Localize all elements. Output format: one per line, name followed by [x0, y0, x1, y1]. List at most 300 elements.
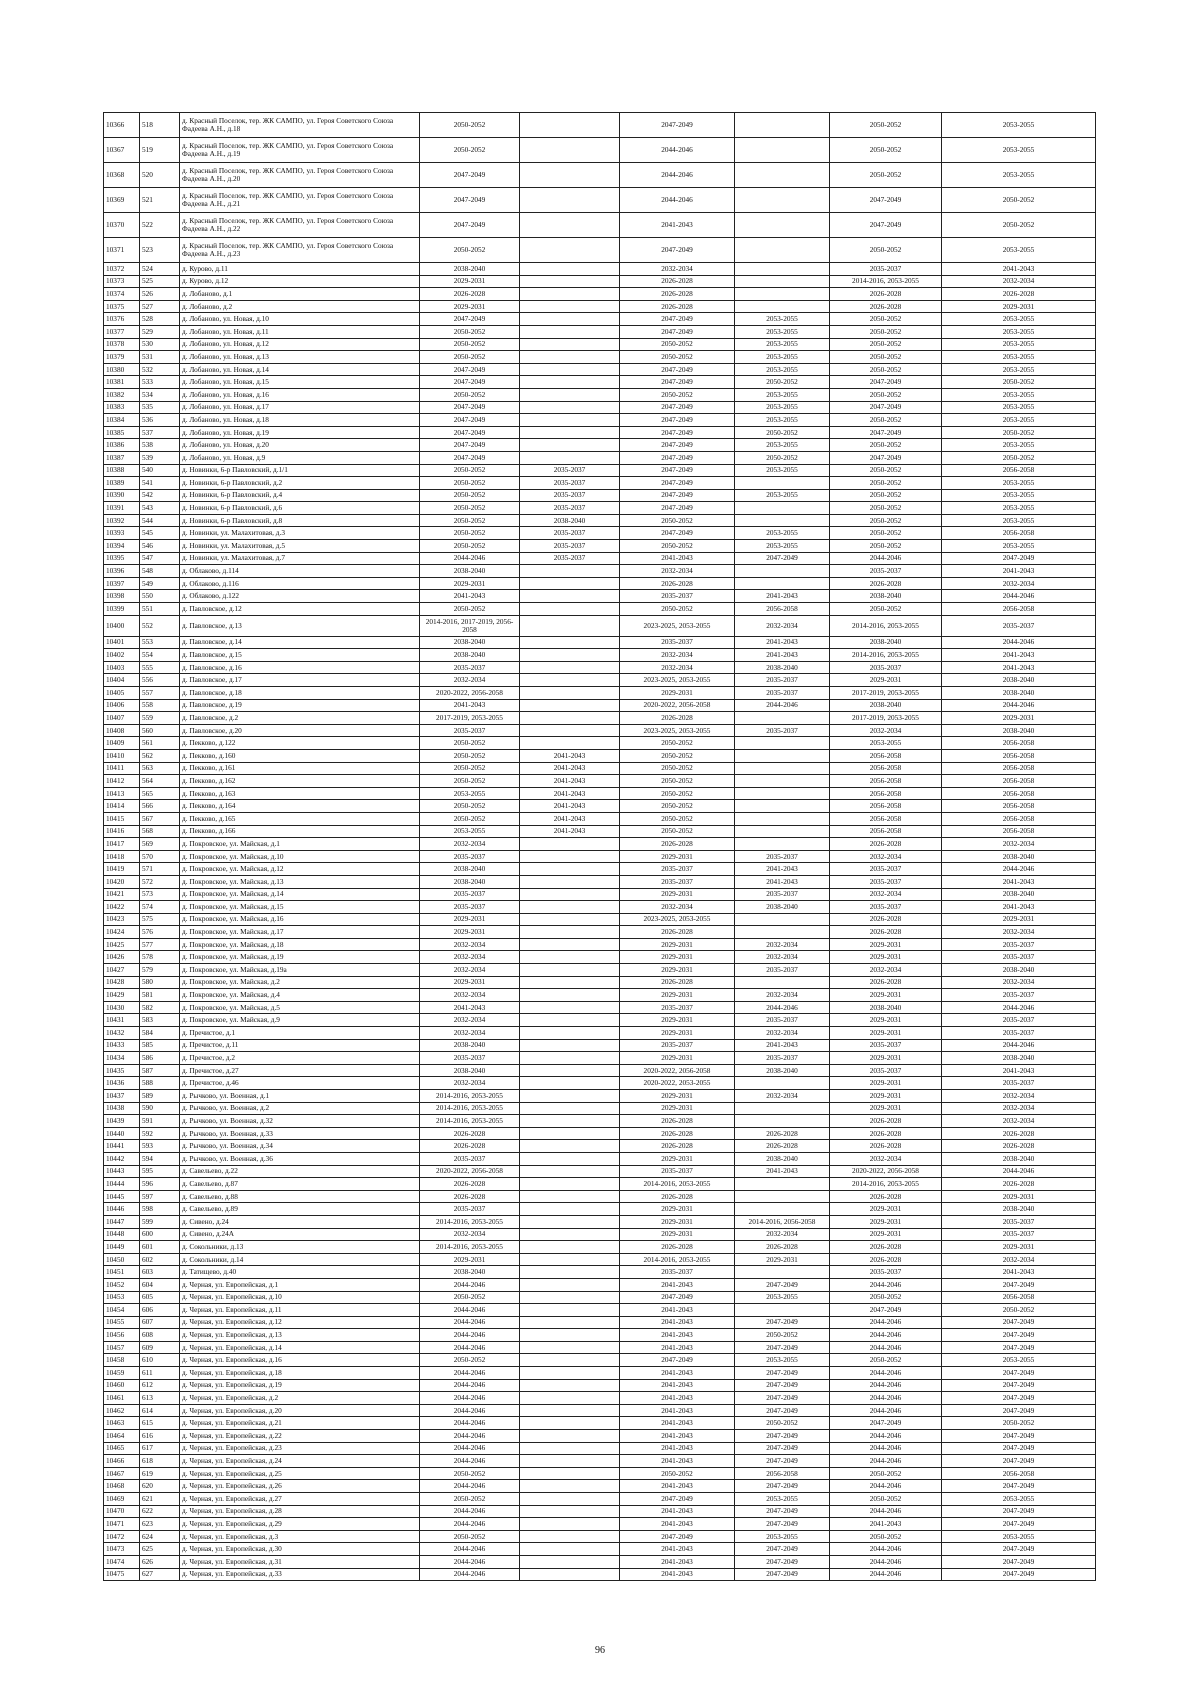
period-cell-1: 2044-2046 — [420, 1379, 520, 1392]
row-number: 10431 — [104, 1014, 140, 1027]
row-number: 10453 — [104, 1291, 140, 1304]
row-number: 10371 — [104, 238, 140, 263]
address-cell: д. Покровское, ул. Майская, д.9 — [180, 1014, 420, 1027]
period-cell-2 — [520, 426, 620, 439]
period-cell-2 — [520, 1404, 620, 1417]
period-cell-3: 2047-2049 — [620, 1291, 735, 1304]
row-number: 10421 — [104, 888, 140, 901]
period-cell-3: 2029-2031 — [620, 989, 735, 1002]
table-row — [104, 552, 1096, 565]
period-cell-5: 2044-2046 — [830, 1442, 942, 1455]
period-cell-2 — [520, 926, 620, 939]
item-number: 587 — [140, 1064, 180, 1077]
item-number: 562 — [140, 749, 180, 762]
table-row — [104, 636, 1096, 649]
address-cell: д. Покровское, ул. Майская, д.16 — [180, 913, 420, 926]
table-row — [104, 938, 1096, 951]
table-row — [104, 1530, 1096, 1543]
period-cell-6: 2050-2052 — [942, 1304, 1096, 1317]
period-cell-2 — [520, 363, 620, 376]
item-number: 620 — [140, 1480, 180, 1493]
row-number: 10366 — [104, 113, 140, 138]
period-cell-4: 2032-2034 — [735, 989, 830, 1002]
period-cell-2 — [520, 439, 620, 452]
period-cell-2 — [520, 1241, 620, 1254]
period-cell-1: 2032-2034 — [420, 838, 520, 851]
period-cell-4: 2035-2037 — [735, 850, 830, 863]
table-row — [104, 275, 1096, 288]
period-cell-2 — [520, 850, 620, 863]
period-cell-3: 2047-2049 — [620, 477, 735, 490]
period-cell-1: 2029-2031 — [420, 275, 520, 288]
table-row — [104, 527, 1096, 540]
address-cell: д. Покровское, ул. Майская, д.10 — [180, 850, 420, 863]
period-cell-2 — [520, 1077, 620, 1090]
period-cell-1: 2029-2031 — [420, 577, 520, 590]
period-cell-1: 2050-2052 — [420, 514, 520, 527]
period-cell-3: 2029-2031 — [620, 1203, 735, 1216]
period-cell-1: 2047-2049 — [420, 414, 520, 427]
table-row — [104, 1027, 1096, 1040]
period-cell-2 — [520, 838, 620, 851]
address-cell: д. Лобаново, ул. Новая, д.10 — [180, 313, 420, 326]
period-cell-5: 2050-2052 — [830, 1530, 942, 1543]
period-cell-4 — [735, 737, 830, 750]
period-cell-3: 2026-2028 — [620, 288, 735, 301]
period-cell-6: 2053-2055 — [942, 1493, 1096, 1506]
address-cell: д. Красный Поселок, тер. ЖК САМПО, ул. Героя Советского Союза Фадеева А.Н., д.23 — [180, 238, 420, 263]
period-cell-5: 2035-2037 — [830, 661, 942, 674]
item-number: 557 — [140, 687, 180, 700]
period-cell-4 — [735, 1077, 830, 1090]
period-cell-1: 2038-2040 — [420, 565, 520, 578]
address-cell: д. Черная, ул. Европейская, д.1 — [180, 1278, 420, 1291]
period-cell-4: 2047-2049 — [735, 1568, 830, 1581]
address-cell: д. Покровское, ул. Майская, д.13 — [180, 875, 420, 888]
row-number: 10392 — [104, 514, 140, 527]
period-cell-6: 2026-2028 — [942, 1178, 1096, 1191]
period-cell-2 — [520, 863, 620, 876]
period-cell-6: 2053-2055 — [942, 489, 1096, 502]
period-cell-1: 2047-2049 — [420, 213, 520, 238]
period-cell-5: 2050-2052 — [830, 489, 942, 502]
period-cell-1: 2050-2052 — [420, 477, 520, 490]
table-row — [104, 926, 1096, 939]
period-cell-6: 2047-2049 — [942, 1367, 1096, 1380]
table-row — [104, 775, 1096, 788]
row-number: 10381 — [104, 376, 140, 389]
period-cell-5: 2038-2040 — [830, 699, 942, 712]
period-cell-4: 2047-2049 — [735, 1341, 830, 1354]
period-cell-6: 2041-2043 — [942, 649, 1096, 662]
row-number: 10452 — [104, 1278, 140, 1291]
address-cell: д. Павловское, д.2 — [180, 712, 420, 725]
period-cell-5: 2029-2031 — [830, 951, 942, 964]
row-number: 10471 — [104, 1518, 140, 1531]
row-number: 10403 — [104, 661, 140, 674]
item-number: 567 — [140, 812, 180, 825]
period-cell-1: 2047-2049 — [420, 163, 520, 188]
address-cell: д. Покровское, ул. Майская, д.12 — [180, 863, 420, 876]
period-cell-3: 2026-2028 — [620, 1241, 735, 1254]
period-cell-4: 2047-2049 — [735, 1442, 830, 1455]
item-number: 605 — [140, 1291, 180, 1304]
period-cell-1: 2050-2052 — [420, 737, 520, 750]
period-cell-2 — [520, 1480, 620, 1493]
period-cell-5: 2047-2049 — [830, 188, 942, 213]
item-number: 519 — [140, 138, 180, 163]
row-number: 10384 — [104, 414, 140, 427]
period-cell-1: 2050-2052 — [420, 527, 520, 540]
table-row — [104, 1064, 1096, 1077]
address-cell: д. Покровское, ул. Майская, д.1 — [180, 838, 420, 851]
item-number: 555 — [140, 661, 180, 674]
row-number: 10415 — [104, 812, 140, 825]
schedule-table — [103, 112, 1096, 1581]
period-cell-2 — [520, 577, 620, 590]
row-number: 10444 — [104, 1178, 140, 1191]
period-cell-6: 2026-2028 — [942, 288, 1096, 301]
table-row — [104, 577, 1096, 590]
period-cell-5: 2050-2052 — [830, 1354, 942, 1367]
row-number: 10443 — [104, 1165, 140, 1178]
period-cell-6: 2053-2055 — [942, 113, 1096, 138]
period-cell-6: 2047-2049 — [942, 1404, 1096, 1417]
period-cell-1: 2032-2034 — [420, 1077, 520, 1090]
table-row — [104, 749, 1096, 762]
period-cell-4: 2041-2043 — [735, 590, 830, 603]
period-cell-3: 2035-2037 — [620, 590, 735, 603]
item-number: 559 — [140, 712, 180, 725]
period-cell-4 — [735, 477, 830, 490]
period-cell-2 — [520, 1165, 620, 1178]
period-cell-3: 2050-2052 — [620, 603, 735, 616]
period-cell-5: 2026-2028 — [830, 913, 942, 926]
table-row — [104, 1392, 1096, 1405]
period-cell-2: 2035-2037 — [520, 489, 620, 502]
period-cell-2 — [520, 263, 620, 276]
address-cell: д. Лобаново, ул. Новая, д.15 — [180, 376, 420, 389]
period-cell-4 — [735, 263, 830, 276]
period-cell-5: 2044-2046 — [830, 1430, 942, 1443]
address-cell: д. Черная, ул. Европейская, д.16 — [180, 1354, 420, 1367]
period-cell-4: 2041-2043 — [735, 636, 830, 649]
table-row — [104, 213, 1096, 238]
period-cell-3: 2047-2049 — [620, 238, 735, 263]
period-cell-6: 2029-2031 — [942, 300, 1096, 313]
period-cell-2 — [520, 1455, 620, 1468]
table-row — [104, 1329, 1096, 1342]
period-cell-2 — [520, 603, 620, 616]
row-number: 10446 — [104, 1203, 140, 1216]
address-cell: д. Черная, ул. Европейская, д.18 — [180, 1367, 420, 1380]
table-row — [104, 300, 1096, 313]
item-number: 613 — [140, 1392, 180, 1405]
row-number: 10439 — [104, 1115, 140, 1128]
item-number: 626 — [140, 1555, 180, 1568]
period-cell-1: 2044-2046 — [420, 1278, 520, 1291]
period-cell-1: 2038-2040 — [420, 263, 520, 276]
period-cell-2: 2041-2043 — [520, 749, 620, 762]
period-cell-5: 2044-2046 — [830, 552, 942, 565]
period-cell-3: 2026-2028 — [620, 712, 735, 725]
period-cell-1: 2044-2046 — [420, 1316, 520, 1329]
period-cell-6: 2032-2034 — [942, 1102, 1096, 1115]
row-number: 10385 — [104, 426, 140, 439]
period-cell-2 — [520, 238, 620, 263]
period-cell-1: 2020-2022, 2056-2058 — [420, 687, 520, 700]
address-cell: д. Павловское, д.14 — [180, 636, 420, 649]
row-number: 10418 — [104, 850, 140, 863]
row-number: 10459 — [104, 1367, 140, 1380]
period-cell-4: 2032-2034 — [735, 1027, 830, 1040]
address-cell: д. Лобаново, ул. Новая, д.16 — [180, 388, 420, 401]
period-cell-2 — [520, 590, 620, 603]
period-cell-2 — [520, 1505, 620, 1518]
period-cell-1: 2032-2034 — [420, 674, 520, 687]
table-row — [104, 590, 1096, 603]
period-cell-3: 2041-2043 — [620, 1379, 735, 1392]
period-cell-1: 2047-2049 — [420, 363, 520, 376]
period-cell-3: 2041-2043 — [620, 1329, 735, 1342]
item-number: 527 — [140, 300, 180, 313]
table-row — [104, 875, 1096, 888]
period-cell-5: 2029-2031 — [830, 1052, 942, 1065]
period-cell-5: 2050-2052 — [830, 1467, 942, 1480]
period-cell-4 — [735, 565, 830, 578]
period-cell-3: 2041-2043 — [620, 213, 735, 238]
period-cell-3: 2047-2049 — [620, 502, 735, 515]
period-cell-3: 2047-2049 — [620, 1530, 735, 1543]
period-cell-2 — [520, 1127, 620, 1140]
table-row — [104, 325, 1096, 338]
row-number: 10389 — [104, 477, 140, 490]
period-cell-4: 2041-2043 — [735, 863, 830, 876]
row-number: 10463 — [104, 1417, 140, 1430]
row-number: 10461 — [104, 1392, 140, 1405]
address-cell: д. Рычково, ул. Военная, д.32 — [180, 1115, 420, 1128]
address-cell: д. Новинки, 6-р Павловский, д.8 — [180, 514, 420, 527]
row-number: 10466 — [104, 1455, 140, 1468]
period-cell-4: 2053-2055 — [735, 527, 830, 540]
period-cell-4 — [735, 300, 830, 313]
period-cell-3: 2050-2052 — [620, 351, 735, 364]
address-cell: д. Красный Поселок, тер. ЖК САМПО, ул. Героя Советского Союза Фадеева А.Н., д.21 — [180, 188, 420, 213]
period-cell-4 — [735, 1115, 830, 1128]
period-cell-3: 2029-2031 — [620, 964, 735, 977]
period-cell-5: 2017-2019, 2053-2055 — [830, 712, 942, 725]
period-cell-6: 2053-2055 — [942, 313, 1096, 326]
table-row — [104, 1304, 1096, 1317]
period-cell-5: 2014-2016, 2053-2055 — [830, 1178, 942, 1191]
period-cell-2: 2035-2037 — [520, 502, 620, 515]
period-cell-6: 2044-2046 — [942, 636, 1096, 649]
period-cell-2 — [520, 1417, 620, 1430]
period-cell-5: 2044-2046 — [830, 1367, 942, 1380]
period-cell-6: 2044-2046 — [942, 1001, 1096, 1014]
row-number: 10464 — [104, 1430, 140, 1443]
table-row — [104, 674, 1096, 687]
period-cell-6: 2056-2058 — [942, 737, 1096, 750]
period-cell-3: 2047-2049 — [620, 1493, 735, 1506]
address-cell: д. Черная, ул. Европейская, д.33 — [180, 1568, 420, 1581]
table-row — [104, 1102, 1096, 1115]
period-cell-1: 2050-2052 — [420, 325, 520, 338]
address-cell: д. Лобаново, ул. Новая, д.17 — [180, 401, 420, 414]
period-cell-6: 2056-2058 — [942, 787, 1096, 800]
period-cell-3: 2044-2046 — [620, 138, 735, 163]
table-row — [104, 1266, 1096, 1279]
item-number: 594 — [140, 1152, 180, 1165]
address-cell: д. Покровское, ул. Майская, д.4 — [180, 989, 420, 1002]
item-number: 580 — [140, 976, 180, 989]
address-cell: д. Лобаново, ул. Новая, д.14 — [180, 363, 420, 376]
row-number: 10416 — [104, 825, 140, 838]
period-cell-5: 2050-2052 — [830, 113, 942, 138]
row-number: 10379 — [104, 351, 140, 364]
table-row — [104, 901, 1096, 914]
table-row — [104, 1228, 1096, 1241]
period-cell-6: 2026-2028 — [942, 1140, 1096, 1153]
table-row — [104, 263, 1096, 276]
period-cell-2 — [520, 1266, 620, 1279]
period-cell-4: 2032-2034 — [735, 1228, 830, 1241]
period-cell-6: 2053-2055 — [942, 138, 1096, 163]
address-cell: д. Черная, ул. Европейская, д.29 — [180, 1518, 420, 1531]
period-cell-3: 2026-2028 — [620, 976, 735, 989]
period-cell-3: 2041-2043 — [620, 1518, 735, 1531]
item-number: 601 — [140, 1241, 180, 1254]
period-cell-5: 2029-2031 — [830, 1014, 942, 1027]
period-cell-2 — [520, 1052, 620, 1065]
address-cell: д. Савельево, д.87 — [180, 1178, 420, 1191]
period-cell-2 — [520, 1115, 620, 1128]
address-cell: д. Лобаново, ул. Новая, д.12 — [180, 338, 420, 351]
period-cell-5: 2029-2031 — [830, 1027, 942, 1040]
period-cell-2 — [520, 414, 620, 427]
period-cell-1: 2044-2046 — [420, 1304, 520, 1317]
period-cell-2: 2041-2043 — [520, 762, 620, 775]
address-cell: д. Черная, ул. Европейская, д.27 — [180, 1493, 420, 1506]
period-cell-1: 2044-2046 — [420, 1341, 520, 1354]
period-cell-3: 2032-2034 — [620, 661, 735, 674]
item-number: 570 — [140, 850, 180, 863]
period-cell-6: 2029-2031 — [942, 913, 1096, 926]
period-cell-5: 2047-2049 — [830, 451, 942, 464]
period-cell-4 — [735, 275, 830, 288]
address-cell: д. Пречистое, д.2 — [180, 1052, 420, 1065]
row-number: 10409 — [104, 737, 140, 750]
period-cell-1: 2041-2043 — [420, 590, 520, 603]
period-cell-5: 2050-2052 — [830, 464, 942, 477]
table-row — [104, 1543, 1096, 1556]
period-cell-2 — [520, 1001, 620, 1014]
period-cell-1: 2044-2046 — [420, 1555, 520, 1568]
period-cell-1: 2014-2016, 2053-2055 — [420, 1115, 520, 1128]
address-cell: д. Пекково, д.165 — [180, 812, 420, 825]
row-number: 10380 — [104, 363, 140, 376]
period-cell-2 — [520, 1518, 620, 1531]
period-cell-5: 2050-2052 — [830, 313, 942, 326]
period-cell-4: 2047-2049 — [735, 552, 830, 565]
period-cell-1: 2050-2052 — [420, 502, 520, 515]
row-number: 10451 — [104, 1266, 140, 1279]
period-cell-3: 2035-2037 — [620, 1165, 735, 1178]
period-cell-1: 2047-2049 — [420, 451, 520, 464]
address-cell: д. Павловское, д.13 — [180, 615, 420, 636]
period-cell-1: 2035-2037 — [420, 850, 520, 863]
table-row — [104, 863, 1096, 876]
period-cell-6: 2056-2058 — [942, 749, 1096, 762]
item-number: 558 — [140, 699, 180, 712]
period-cell-1: 2044-2046 — [420, 1543, 520, 1556]
item-number: 545 — [140, 527, 180, 540]
period-cell-3: 2029-2031 — [620, 1215, 735, 1228]
item-number: 578 — [140, 951, 180, 964]
address-cell: д. Пекково, д.161 — [180, 762, 420, 775]
period-cell-1: 2044-2046 — [420, 1392, 520, 1405]
row-number: 10455 — [104, 1316, 140, 1329]
period-cell-1: 2050-2052 — [420, 800, 520, 813]
period-cell-4: 2047-2049 — [735, 1367, 830, 1380]
period-cell-3: 2035-2037 — [620, 875, 735, 888]
period-cell-3: 2026-2028 — [620, 926, 735, 939]
period-cell-5: 2032-2034 — [830, 964, 942, 977]
period-cell-6: 2047-2049 — [942, 1392, 1096, 1405]
row-number: 10438 — [104, 1102, 140, 1115]
period-cell-4: 2047-2049 — [735, 1505, 830, 1518]
item-number: 606 — [140, 1304, 180, 1317]
period-cell-3: 2050-2052 — [620, 787, 735, 800]
item-number: 610 — [140, 1354, 180, 1367]
item-number: 575 — [140, 913, 180, 926]
period-cell-6: 2038-2040 — [942, 687, 1096, 700]
item-number: 604 — [140, 1278, 180, 1291]
period-cell-5: 2044-2046 — [830, 1404, 942, 1417]
period-cell-5: 2029-2031 — [830, 674, 942, 687]
period-cell-6: 2035-2037 — [942, 1215, 1096, 1228]
item-number: 528 — [140, 313, 180, 326]
table-row — [104, 1253, 1096, 1266]
period-cell-4: 2053-2055 — [735, 1354, 830, 1367]
table-row — [104, 1518, 1096, 1531]
table-row — [104, 1555, 1096, 1568]
row-number: 10372 — [104, 263, 140, 276]
period-cell-4: 2047-2049 — [735, 1555, 830, 1568]
period-cell-4: 2026-2028 — [735, 1127, 830, 1140]
period-cell-5: 2050-2052 — [830, 351, 942, 364]
period-cell-1: 2050-2052 — [420, 749, 520, 762]
period-cell-5: 2044-2046 — [830, 1392, 942, 1405]
address-cell: д. Лобаново, ул. Новая, д.20 — [180, 439, 420, 452]
period-cell-3: 2050-2052 — [620, 762, 735, 775]
period-cell-1: 2047-2049 — [420, 313, 520, 326]
period-cell-5: 2044-2046 — [830, 1543, 942, 1556]
table-row — [104, 426, 1096, 439]
row-number: 10396 — [104, 565, 140, 578]
period-cell-5: 2050-2052 — [830, 514, 942, 527]
period-cell-5: 2035-2037 — [830, 1064, 942, 1077]
period-cell-5: 2029-2031 — [830, 1090, 942, 1103]
table-row — [104, 1203, 1096, 1216]
table-row — [104, 451, 1096, 464]
period-cell-4: 2047-2049 — [735, 1518, 830, 1531]
period-cell-6: 2050-2052 — [942, 1417, 1096, 1430]
period-cell-3: 2041-2043 — [620, 1392, 735, 1405]
item-number: 537 — [140, 426, 180, 439]
period-cell-5: 2047-2049 — [830, 376, 942, 389]
period-cell-2 — [520, 1215, 620, 1228]
